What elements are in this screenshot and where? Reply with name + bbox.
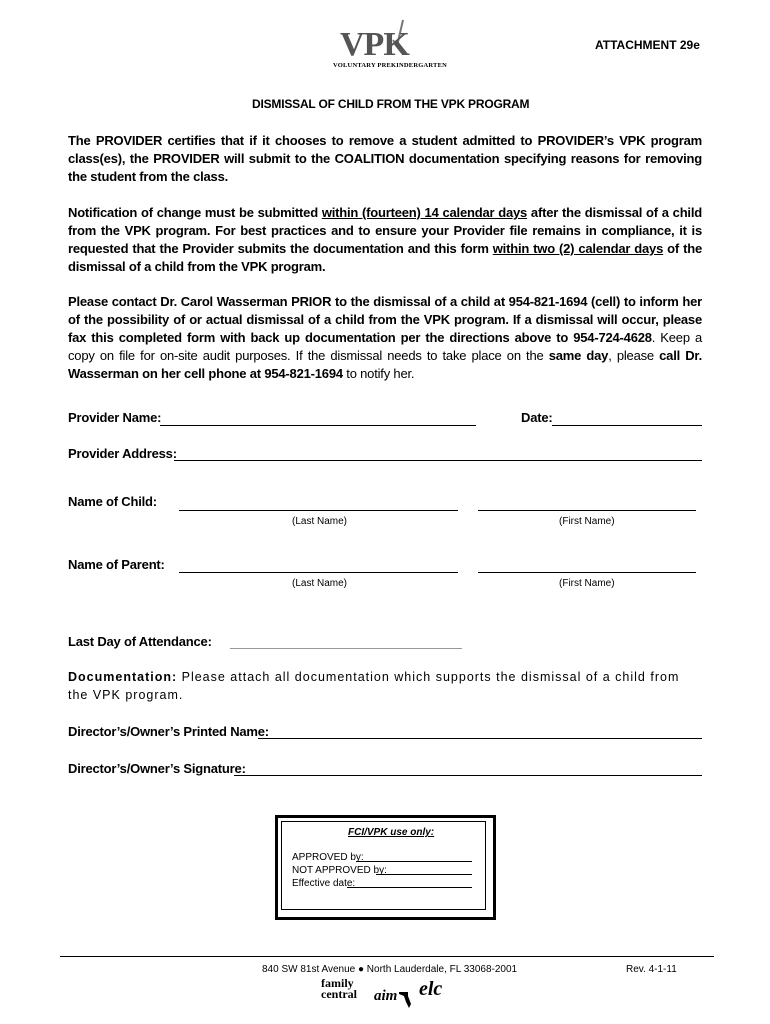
- para2-text-a: Notification of change must be submitted: [68, 205, 322, 220]
- date-field[interactable]: [552, 425, 702, 426]
- provider-certification-paragraph: The PROVIDER certifies that if it chooses to remove a student admitted to PROVIDER’s VPK program class(es), the PROVIDER will submit to the COALITION documentation specifying reasons for removing the student from the class.: [68, 133, 702, 184]
- approved-field[interactable]: [356, 861, 472, 862]
- page-title: DISMISSAL OF CHILD FROM THE VPK PROGRAM: [252, 97, 530, 111]
- child-first-name-field[interactable]: [478, 510, 696, 511]
- elc-logo: elc: [419, 978, 443, 1000]
- para3-text-b: . Keep a copy on file for on-site audit purposes. If the dismissal needs to take place on the: [68, 330, 702, 363]
- child-name-label: Name of Child:: [68, 494, 157, 509]
- parent-first-name-field[interactable]: [478, 572, 696, 573]
- documentation-label: Documentation:: [68, 670, 178, 684]
- provider-name-label: Provider Name:: [68, 410, 162, 425]
- director-printed-name-label: Director’s/Owner’s Printed Name:: [68, 724, 269, 739]
- para3-text-f: to notify her.: [342, 366, 415, 381]
- parent-first-name-caption: (First Name): [559, 578, 615, 589]
- parent-last-name-caption: (Last Name): [292, 578, 348, 589]
- para3-text-d: , please: [608, 348, 660, 363]
- footer-divider: [60, 956, 714, 957]
- provider-name-field[interactable]: [160, 425, 476, 426]
- revision-label: Rev. 4-1-11: [626, 964, 677, 975]
- para3-text-e: call Dr. Wasserman on her cell phone at 954-821-1694: [68, 348, 702, 381]
- documentation-text: Please attach all documentation which supports the dismissal of a child from the VPK program.: [68, 670, 680, 702]
- vpk-logo-subtitle: VOLUNTARY PREKINDERGARTEN: [333, 62, 448, 69]
- vpk-logo-text: VPK: [340, 26, 409, 63]
- documentation-note: [68, 668, 698, 704]
- date-label: Date:: [521, 410, 553, 425]
- not-approved-label: NOT APPROVED by:: [292, 865, 387, 876]
- last-day-field[interactable]: [230, 648, 462, 649]
- para2-text-b: after the dismissal of a child from the VPK program. For best practices and to ensure your Provider file remains in compliance, it is requested that the Provider submits the documentation and this form: [68, 205, 702, 256]
- florida-map-icon: [398, 990, 412, 1010]
- parent-name-label: Name of Parent:: [68, 557, 165, 572]
- director-printed-name-field[interactable]: [258, 738, 702, 739]
- approved-label: APPROVED by:: [292, 852, 364, 863]
- notification-paragraph: [68, 204, 702, 276]
- footer-address: 840 SW 81st Avenue ● North Lauderdale, FL 33068-2001: [262, 964, 518, 975]
- provider-address-field[interactable]: [174, 460, 702, 461]
- contact-paragraph: [68, 293, 702, 383]
- para3-text-a: Please contact Dr. Carol Wasserman PRIOR to the dismissal of a child at 954-821-1694 (cell) to inform her of the possibility of or actual dismissal of a child from the VPK program. If a dismissal will occur, please fax this completed form with back up documentation per the directions above to 954-724-4628: [68, 294, 702, 345]
- para3-text-c: same day: [548, 348, 609, 363]
- child-last-name-caption: (Last Name): [292, 516, 348, 527]
- office-use-title: FCI/VPK use only:: [348, 827, 435, 838]
- aim-logo: aim: [374, 988, 398, 1004]
- director-signature-field[interactable]: [234, 775, 702, 776]
- effective-date-label: Effective date:: [292, 878, 356, 889]
- child-first-name-caption: (First Name): [559, 516, 615, 527]
- para2-underline-1: within (fourteen) 14 calendar days: [321, 205, 528, 220]
- parent-last-name-field[interactable]: [179, 572, 458, 573]
- child-last-name-field[interactable]: [179, 510, 458, 511]
- attachment-label: ATTACHMENT 29e: [595, 38, 700, 52]
- last-day-label: Last Day of Attendance:: [68, 634, 212, 649]
- para2-underline-2: within two (2) calendar days: [492, 241, 664, 256]
- not-approved-field[interactable]: [376, 874, 472, 875]
- family-central-logo: family central: [321, 976, 357, 1001]
- provider-address-label: Provider Address:: [68, 446, 177, 461]
- para2-text-c: of the dismissal of a child from the VPK program.: [68, 241, 702, 274]
- director-signature-label: Director’s/Owner’s Signature:: [68, 761, 246, 776]
- effective-date-field[interactable]: [347, 887, 472, 888]
